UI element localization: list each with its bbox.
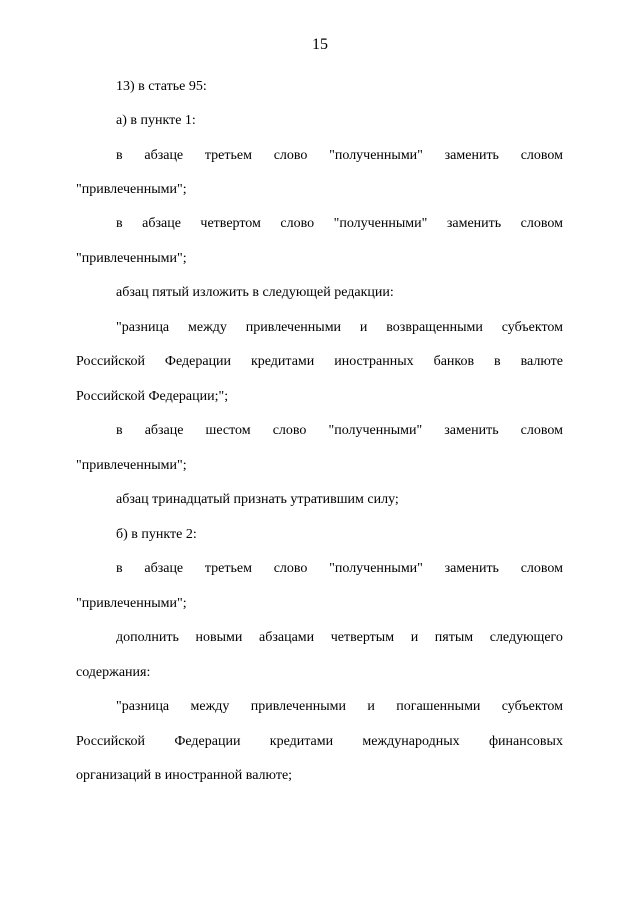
word: в xyxy=(116,148,123,163)
paragraph-line: а) в пункте 1: xyxy=(116,113,196,128)
word: в xyxy=(116,423,123,438)
word: "разница xyxy=(116,699,170,714)
word: международных xyxy=(362,734,460,749)
page-number: 15 xyxy=(312,36,328,53)
paragraph-line xyxy=(76,725,563,760)
word: заменить xyxy=(446,216,502,231)
word: слово xyxy=(272,423,307,438)
word: слово xyxy=(273,148,308,163)
word: четвертым xyxy=(330,630,395,645)
word: шестом xyxy=(205,423,251,438)
paragraph-line xyxy=(76,345,563,380)
word: между xyxy=(188,320,227,335)
word: Российской xyxy=(76,354,145,369)
word: привлеченными xyxy=(245,320,342,335)
word: погашенными xyxy=(396,699,481,714)
word: словом xyxy=(520,216,563,231)
word: субъектом xyxy=(501,320,563,335)
word: иностранных xyxy=(334,354,414,369)
paragraph-line xyxy=(76,690,563,725)
word: абзаце xyxy=(144,423,184,438)
paragraph-line xyxy=(76,552,563,587)
paragraph-line: "привлеченными"; xyxy=(76,458,187,473)
word: пятым xyxy=(434,630,474,645)
word: субъектом xyxy=(501,699,563,714)
word: "разница xyxy=(116,320,170,335)
word: между xyxy=(190,699,230,714)
word: Федерации xyxy=(164,354,232,369)
paragraph-line: "привлеченными"; xyxy=(76,251,187,266)
paragraph-line xyxy=(76,621,563,656)
word: кредитами xyxy=(269,734,334,749)
word: и xyxy=(410,630,419,645)
word: заменить xyxy=(444,148,499,163)
word: абзаце xyxy=(144,148,184,163)
paragraph-line: абзац пятый изложить в следующей редакции: xyxy=(116,285,394,300)
word: банков xyxy=(433,354,475,369)
paragraph-line: "привлеченными"; xyxy=(76,596,187,611)
word: Федерации xyxy=(174,734,241,749)
word: третьем xyxy=(204,148,252,163)
word: третьем xyxy=(204,561,252,576)
word: Российской xyxy=(76,734,145,749)
word: заменить xyxy=(444,423,499,438)
word: словом xyxy=(520,423,563,438)
word: словом xyxy=(520,148,563,163)
word: возвращенными xyxy=(386,320,483,335)
word: абзацами xyxy=(259,630,315,645)
paragraph-line xyxy=(76,139,563,174)
paragraph-line: "привлеченными"; xyxy=(76,182,187,197)
word: в xyxy=(116,561,123,576)
word: слово xyxy=(273,561,308,576)
paragraph-line xyxy=(76,414,563,449)
word: следующего xyxy=(489,630,563,645)
word: словом xyxy=(520,561,563,576)
word: кредитами xyxy=(250,354,315,369)
word: в xyxy=(116,216,123,231)
word: абзаце xyxy=(144,561,184,576)
word: слово xyxy=(280,216,315,231)
word: в xyxy=(494,354,501,369)
word: абзаце xyxy=(142,216,181,231)
paragraph-line: б) в пункте 2: xyxy=(116,527,197,542)
paragraph-line: 13) в статье 95: xyxy=(116,79,207,94)
word: "полученными" xyxy=(329,148,423,163)
paragraph-line: абзац тринадцатый признать утратившим силу; xyxy=(116,492,399,507)
word: "полученными" xyxy=(329,561,423,576)
word: четвертом xyxy=(200,216,261,231)
word: дополнить xyxy=(116,630,179,645)
word: и xyxy=(359,320,368,335)
paragraph-line: Российской Федерации;"; xyxy=(76,389,229,404)
word: "полученными" xyxy=(333,216,428,231)
word: финансовых xyxy=(488,734,563,749)
word: "полученными" xyxy=(328,423,423,438)
word: и xyxy=(367,699,375,714)
paragraph-line: содержания: xyxy=(76,665,151,680)
word: валюте xyxy=(520,354,563,369)
word: новыми xyxy=(195,630,243,645)
paragraph-line xyxy=(76,207,563,242)
paragraph-line: организаций в иностранной валюте; xyxy=(76,768,293,783)
word: привлеченными xyxy=(250,699,347,714)
word: заменить xyxy=(444,561,499,576)
paragraph-line xyxy=(76,311,563,346)
